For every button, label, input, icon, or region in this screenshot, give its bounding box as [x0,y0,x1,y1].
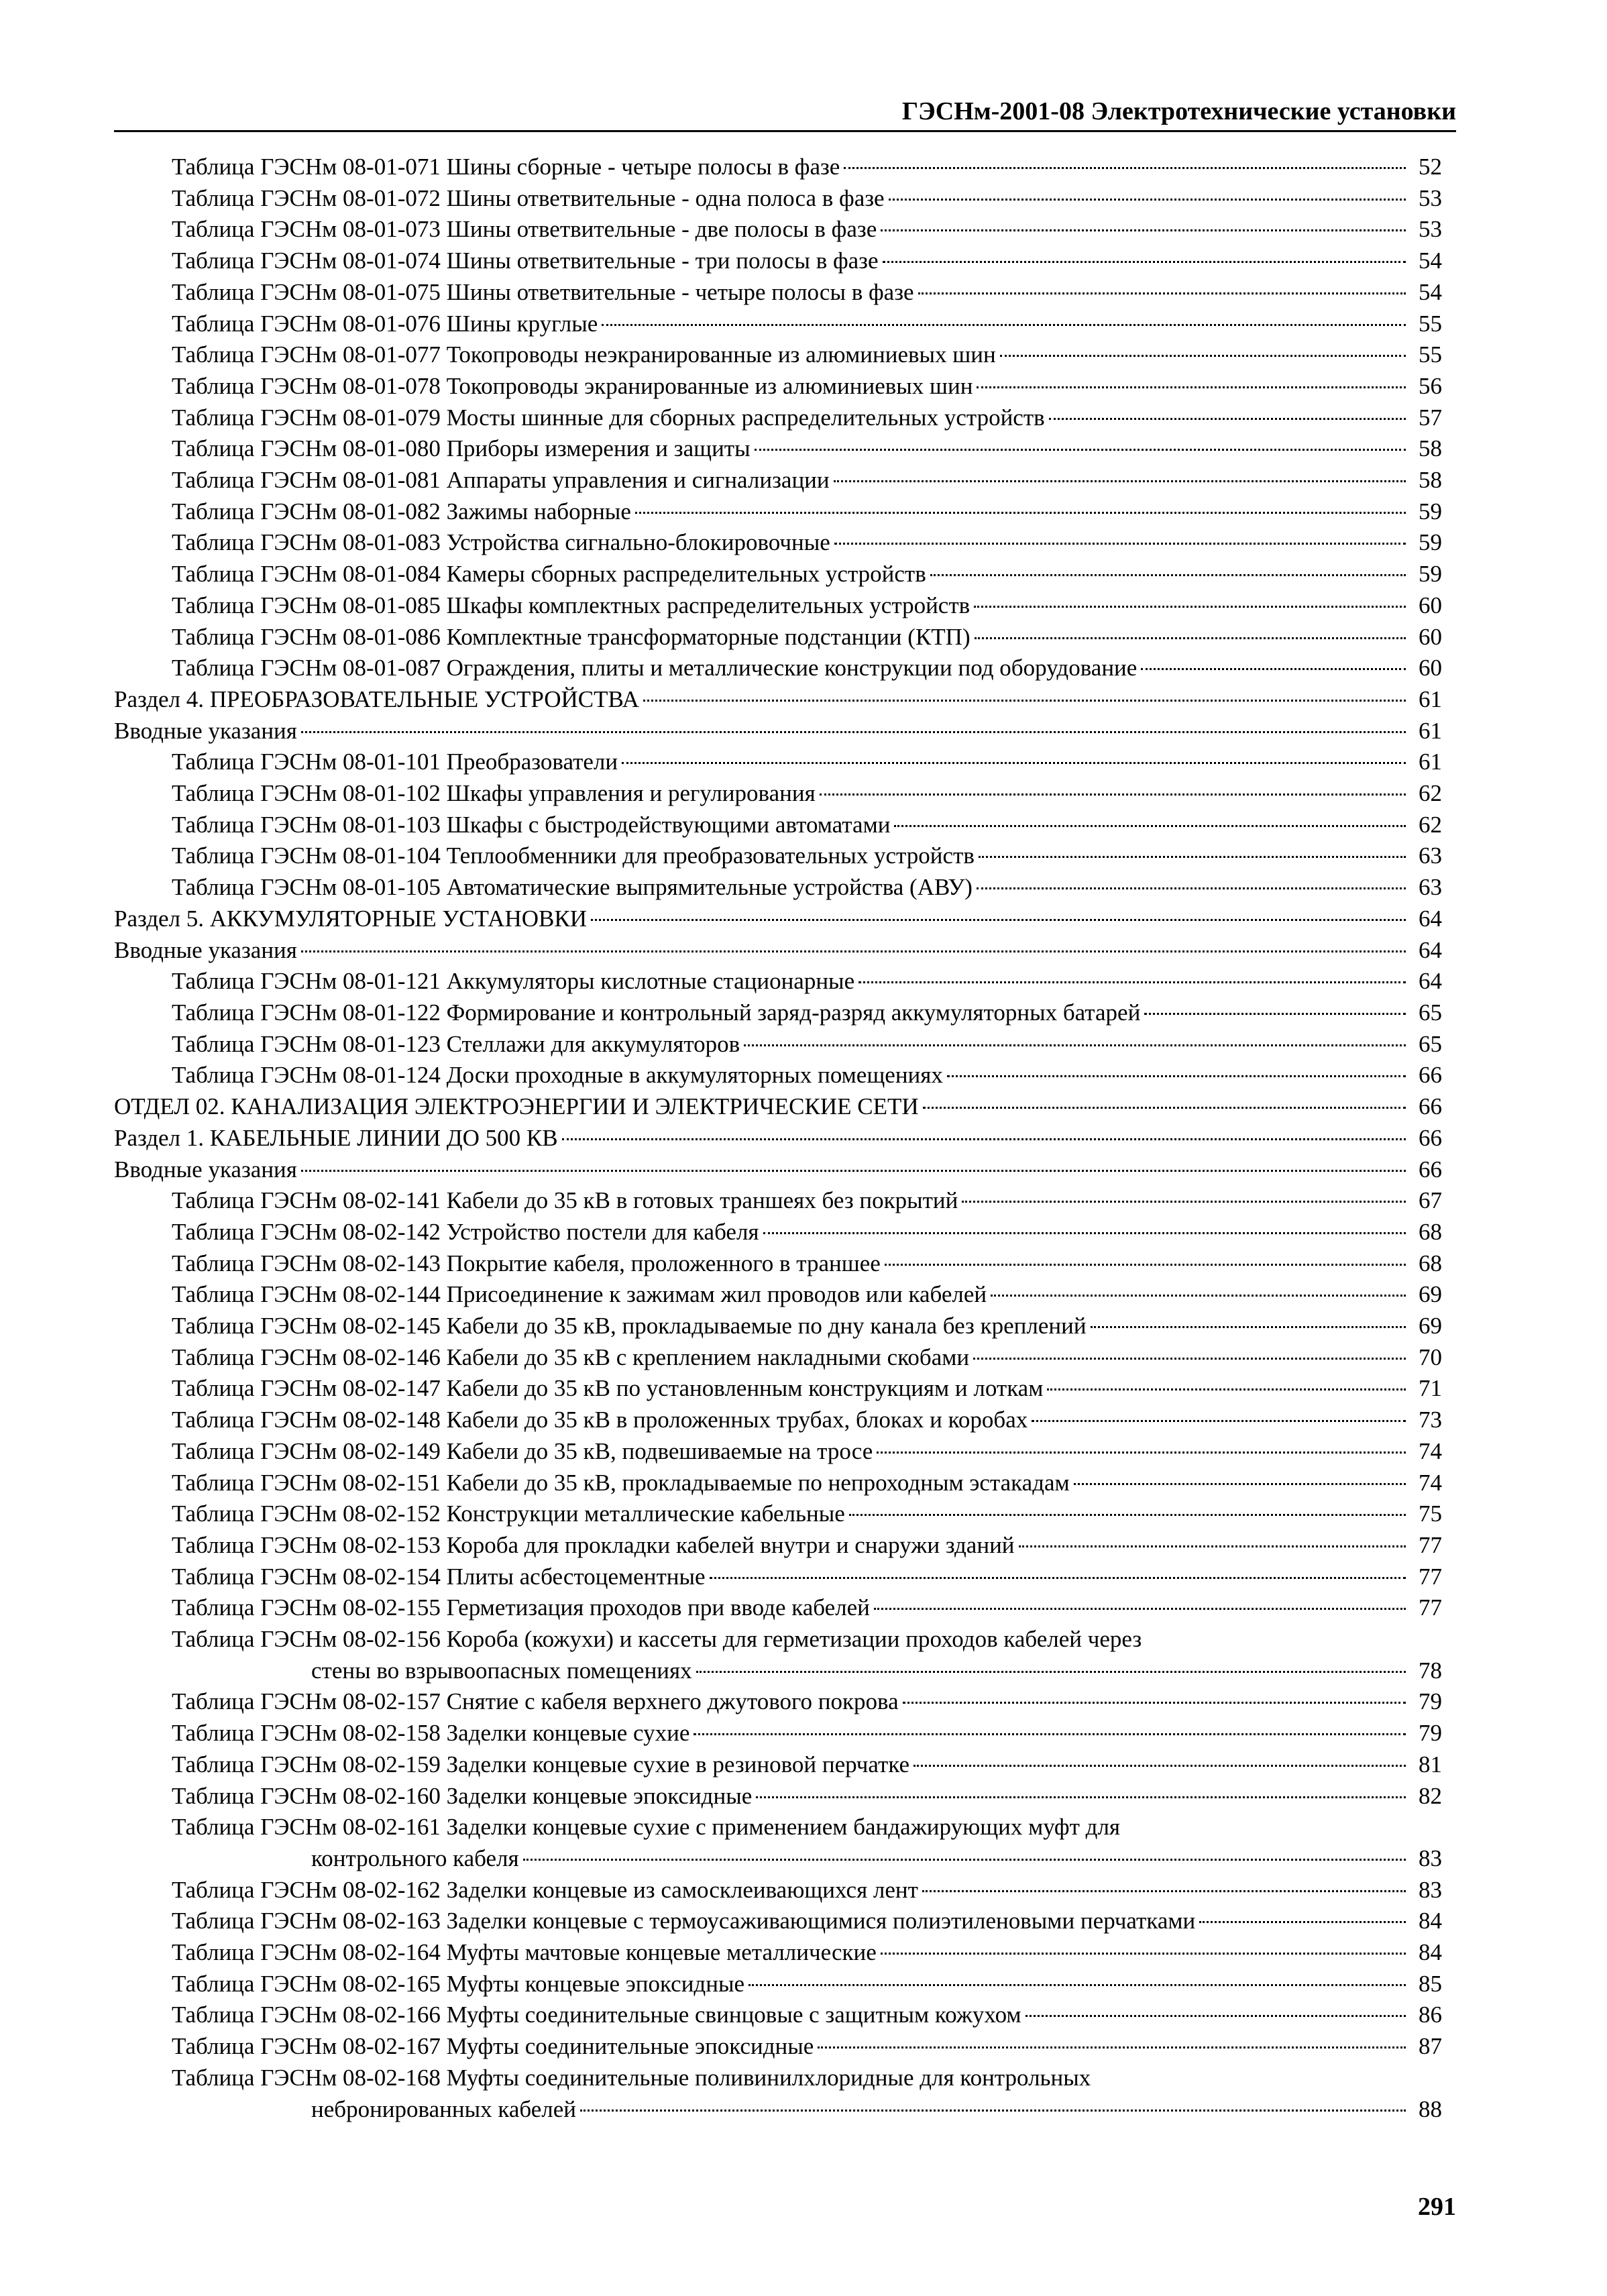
toc-entry-page: 62 [1419,811,1442,838]
toc-table-entry[interactable] [114,1248,1442,1280]
toc-entry-title: Таблица ГЭСНм 08-02-157 Снятие с кабеля верхнего джутового покрова [172,1688,899,1715]
toc-entry-title: Таблица ГЭСНм 08-02-161 Заделки концевые сухие с применением бандажирующих муфт для [172,1814,1121,1841]
dot-leader [903,1702,1406,1704]
dot-leader [591,919,1406,921]
toc-entry-title: Таблица ГЭСНм 08-01-074 Шины ответвительные - три полосы в фазе [172,248,879,274]
toc-table-entry[interactable] [114,527,1442,559]
toc-table-entry[interactable] [114,309,1442,340]
toc-table-entry[interactable] [114,1906,1442,1937]
toc-entry-page: 69 [1419,1281,1442,1308]
toc-entry-page: 66 [1419,1093,1442,1120]
toc-table-entry[interactable] [114,1279,1442,1311]
toc-entry-title: Таблица ГЭСНм 08-02-147 Кабели до 35 кВ по установленным конструкциям и лоткам [172,1375,1044,1402]
toc-entry-page: 64 [1419,905,1442,932]
toc-table-entry[interactable] [114,465,1442,496]
toc-table-entry[interactable] [114,402,1442,434]
toc-table-entry[interactable] [114,1624,1442,1686]
dot-leader [1074,1483,1406,1485]
toc-entry-title: Таблица ГЭСНм 08-02-168 Муфты соединительные поливинилхлоридные для контрольных [172,2064,1091,2091]
toc-entry-page: 69 [1419,1313,1442,1340]
toc-entry-title: Раздел 4. ПРЕОБРАЗОВАТЕЛЬНЫЕ УСТРОЙСТВА [114,686,639,712]
dot-leader [834,543,1406,545]
dot-leader [883,261,1406,263]
toc-section-entry[interactable] [114,716,1442,747]
toc-table-entry[interactable] [114,2031,1442,2063]
toc-entry-page: 55 [1419,341,1442,368]
toc-entry-title: Таблица ГЭСНм 08-01-073 Шины ответвительные - две полосы в фазе [172,216,877,243]
toc-entry-page: 84 [1419,1908,1442,1934]
toc-entry-page: 83 [1419,1845,1442,1871]
dot-leader [913,1765,1406,1767]
toc-entry-title: Таблица ГЭСНм 08-01-078 Токопроводы экранированные из алюминиевых шин [172,372,973,399]
toc-entry-page: 61 [1419,749,1442,775]
toc-entry-page: 63 [1419,842,1442,869]
toc-entry-title: Таблица ГЭСНм 08-01-086 Комплектные трансформаторные подстанции (КТП) [172,623,971,650]
toc-entry-page: 79 [1419,1688,1442,1715]
dot-leader [1144,1013,1406,1015]
toc-entry-title: Таблица ГЭСНм 08-01-087 Ограждения, плиты и металлические конструкции под оборудование [172,655,1138,681]
toc-table-entry[interactable] [114,433,1442,465]
toc-entry-page: 60 [1419,623,1442,650]
dot-leader [979,856,1406,858]
dot-leader [1141,668,1406,670]
toc-entry-title: Вводные указания [114,1156,297,1183]
toc-table-entry[interactable] [114,496,1442,528]
toc-entry-page: 66 [1419,1156,1442,1183]
toc-entry-page: 64 [1419,968,1442,995]
toc-entry-title: Таблица ГЭСНм 08-02-166 Муфты соединительные свинцовые с защитным кожухом [172,2002,1021,2028]
toc-entry-title-continued: контрольного кабеля [311,1845,519,1871]
toc-table-entry[interactable] [114,1468,1442,1499]
dot-leader [301,1170,1406,1172]
toc-entry-page: 67 [1419,1187,1442,1214]
dot-leader [301,950,1406,952]
dot-leader [922,1890,1406,1892]
toc-entry-title: Таблица ГЭСНм 08-01-071 Шины сборные - четыре полосы в фазе [172,154,840,180]
dot-leader [622,762,1406,764]
dot-leader [602,324,1406,326]
toc-table-entry[interactable] [114,1592,1442,1624]
dot-leader [635,512,1406,514]
toc-section-entry[interactable] [114,935,1442,967]
toc-table-entry[interactable] [114,872,1442,904]
dot-leader [749,1984,1406,1986]
toc-table-entry[interactable] [114,183,1442,215]
toc-entry-title: Таблица ГЭСНм 08-01-104 Теплообменники для преобразовательных устройств [172,842,975,869]
toc-entry-page: 83 [1419,1876,1442,1903]
toc-entry-title: Таблица ГЭСНм 08-02-164 Муфты мачтовые концевые металлические [172,1939,877,1966]
dot-leader [696,1671,1406,1673]
toc-entry-title: Таблица ГЭСНм 08-01-072 Шины ответвительные - одна полоса в фазе [172,184,885,211]
dot-leader [523,1859,1406,1861]
toc-entry-title: Таблица ГЭСНм 08-01-102 Шкафы управления и регулирования [172,780,816,807]
toc-table-entry[interactable] [114,1530,1442,1562]
dot-leader [881,1953,1406,1955]
toc-entry-page: 71 [1419,1375,1442,1402]
toc-entry-page: 59 [1419,561,1442,588]
dot-leader [763,1232,1406,1234]
toc-table-entry[interactable] [114,1812,1442,1874]
toc-entry-title: Вводные указания [114,717,297,744]
toc-table-entry[interactable] [114,1562,1442,1593]
running-header: ГЭСНм-2001-08 Электротехнические установки [114,95,1456,132]
toc-entry-title: Таблица ГЭСНм 08-02-148 Кабели до 35 кВ в проложенных трубах, блоках и коробах [172,1407,1028,1433]
toc-table-entry[interactable] [114,1781,1442,1812]
toc-entry-page: 85 [1419,1970,1442,1997]
toc-entry-title: Таблица ГЭСНм 08-02-152 Конструкции металлические кабельные [172,1500,845,1527]
toc-entry-page: 79 [1419,1720,1442,1747]
toc-entry-page: 53 [1419,216,1442,243]
toc-entry-page: 52 [1419,154,1442,180]
dot-leader [1032,1420,1406,1422]
toc-table-entry[interactable] [114,1342,1442,1374]
toc-entry-page: 55 [1419,310,1442,337]
toc-entry-title: Таблица ГЭСНм 08-01-079 Мосты шинные для сборных распределительных устройств [172,404,1045,431]
toc-entry-title: Таблица ГЭСНм 08-02-143 Покрытие кабеля, проложенного в траншее [172,1250,881,1276]
toc-entry-page: 77 [1419,1563,1442,1590]
dot-leader [580,2110,1406,2112]
toc-entry-page: 58 [1419,435,1442,462]
toc-entry-page: 58 [1419,467,1442,494]
toc-table-entry[interactable] [114,622,1442,653]
toc-entry-page: 53 [1419,184,1442,211]
toc-entry-page: 54 [1419,278,1442,305]
dot-leader [301,731,1406,733]
toc-entry-title: Таблица ГЭСНм 08-02-144 Присоединение к зажимам жил проводов или кабелей [172,1281,987,1308]
dot-leader [947,1075,1406,1077]
toc-entry-page: 54 [1419,248,1442,274]
toc-entry-page: 68 [1419,1250,1442,1276]
dot-leader [1047,1388,1406,1390]
page-number: 291 [1418,2193,1456,2221]
dot-leader [973,1358,1406,1360]
toc-entry-page: 66 [1419,1124,1442,1151]
toc-entry-page: 84 [1419,1939,1442,1966]
toc-entry-page: 63 [1419,874,1442,901]
toc-entry-page: 56 [1419,372,1442,399]
toc-entry-title: Таблица ГЭСНм 08-01-077 Токопроводы неэкранированные из алюминиевых шин [172,341,996,368]
toc-entry-title: Таблица ГЭСНм 08-01-080 Приборы измерения и защиты [172,435,751,462]
dot-leader [858,981,1406,983]
toc-table-entry[interactable] [114,653,1442,684]
toc-table-entry[interactable] [114,1969,1442,2000]
dot-leader [977,386,1406,388]
toc-entry-title: Таблица ГЭСНм 08-02-165 Муфты концевые эпоксидные [172,1970,745,1997]
toc-table-entry[interactable] [114,1311,1442,1342]
toc-table-entry[interactable] [114,1436,1442,1468]
toc-entry-title: Таблица ГЭСНм 08-01-105 Автоматические выпрямительные устройства (АВУ) [172,874,973,901]
toc-entry-title: Таблица ГЭСНм 08-01-081 Аппараты управления и сигнализации [172,467,830,494]
dot-leader [991,1295,1406,1297]
toc-section-entry[interactable] [114,684,1442,716]
toc-entry-page: 78 [1419,1657,1442,1684]
toc-entry-page: 74 [1419,1469,1442,1496]
toc-table-entry[interactable] [114,1373,1442,1405]
toc-entry-page: 62 [1419,780,1442,807]
toc-entry-page: 57 [1419,404,1442,431]
toc-table-entry[interactable] [114,966,1442,997]
toc-table-entry[interactable] [114,2063,1442,2125]
toc-entry-title: Раздел 1. КАБЕЛЬНЫЕ ЛИНИИ ДО 500 КВ [114,1124,558,1151]
toc-entry-title: Вводные указания [114,936,297,963]
dot-leader [930,574,1406,576]
toc-table-entry[interactable] [114,1029,1442,1060]
dot-leader [1019,1545,1406,1547]
toc-table-entry[interactable] [114,2000,1442,2031]
toc-entry-title: Таблица ГЭСНм 08-01-083 Устройства сигнально-блокировочные [172,529,830,556]
toc-table-entry[interactable] [114,1217,1442,1248]
toc-entry-title: Таблица ГЭСНм 08-01-123 Стеллажи для аккумуляторов [172,1030,740,1057]
dot-leader [977,887,1406,889]
toc-entry-title: Таблица ГЭСНм 08-02-153 Короба для прокладки кабелей внутри и снаружи зданий [172,1531,1015,1558]
toc-table-entry[interactable] [114,339,1442,371]
dot-leader [1000,355,1406,357]
toc-entry-title: ОТДЕЛ 02. КАНАЛИЗАЦИЯ ЭЛЕКТРОЭНЕРГИИ И ЭЛЕКТРИЧЕСКИЕ СЕТИ [114,1093,919,1120]
toc-entry-page: 59 [1419,529,1442,556]
dot-leader [755,449,1406,451]
toc-table-entry[interactable] [114,590,1442,622]
toc-entry-title: Таблица ГЭСНм 08-02-156 Короба (кожухи) и кассеты для герметизации проходов кабелей через [172,1626,1142,1653]
toc-table-entry[interactable] [114,1060,1442,1091]
toc-entry-title: Таблица ГЭСНм 08-02-163 Заделки концевые с термоусаживающимися полиэтиленовыми перчатками [172,1908,1196,1934]
toc-entry-title: Таблица ГЭСНм 08-01-084 Камеры сборных распределительных устройств [172,561,926,588]
toc-table-entry[interactable] [114,1749,1442,1781]
toc-entry-page: 86 [1419,2002,1442,2028]
toc-entry-title: Таблица ГЭСНм 08-02-162 Заделки концевые из самосклеивающихся лент [172,1876,918,1903]
toc-table-entry[interactable] [114,371,1442,402]
dot-leader [894,825,1406,827]
toc-entry-title: Таблица ГЭСНм 08-01-103 Шкафы с быстродействующими автоматами [172,811,891,838]
dot-leader [643,700,1406,702]
dot-leader [918,292,1406,294]
toc-entry-page: 66 [1419,1062,1442,1089]
toc-table-entry[interactable] [114,245,1442,277]
toc-section-entry[interactable] [114,1091,1442,1123]
toc-entry-page: 68 [1419,1218,1442,1245]
toc-entry-page: 75 [1419,1500,1442,1527]
toc-entry-title: Таблица ГЭСНм 08-02-160 Заделки концевые эпоксидные [172,1782,753,1809]
toc-table-entry[interactable] [114,277,1442,309]
toc-table-entry[interactable] [114,1718,1442,1749]
dot-leader [974,606,1406,608]
toc-entry-title: Таблица ГЭСНм 08-02-155 Герметизация проходов при вводе кабелей [172,1594,870,1621]
toc-section-entry[interactable] [114,1123,1442,1154]
dot-leader [923,1107,1406,1109]
toc-table-entry[interactable] [114,747,1442,778]
toc-entry-title: Таблица ГЭСНм 08-02-145 Кабели до 35 кВ, прокладываемые по дну канала без креплений [172,1313,1087,1340]
toc-entry-title: Таблица ГЭСНм 08-01-075 Шины ответвительные - четыре полосы в фазе [172,278,914,305]
dot-leader [849,1514,1406,1516]
toc-entry-page: 88 [1419,2095,1442,2122]
dot-leader [874,1608,1406,1610]
dot-leader [820,794,1406,796]
toc-table-entry[interactable] [114,152,1442,183]
table-of-contents [114,152,1442,2125]
dot-leader [877,1452,1406,1454]
toc-table-entry[interactable] [114,840,1442,872]
toc-entry-title: Таблица ГЭСНм 08-01-085 Шкафы комплектных распределительных устройств [172,592,971,618]
dot-leader [975,637,1406,639]
dot-leader [834,480,1406,482]
toc-entry-page: 59 [1419,498,1442,525]
toc-entry-page: 74 [1419,1437,1442,1464]
toc-entry-title: Таблица ГЭСНм 08-01-122 Формирование и контрольный заряд-разряд аккумуляторных батарей [172,999,1141,1026]
toc-entry-page: 82 [1419,1782,1442,1809]
toc-entry-title: Таблица ГЭСНм 08-01-121 Аккумуляторы кислотные стационарные [172,968,855,995]
toc-entry-page: 61 [1419,717,1442,744]
dot-leader [885,1264,1406,1266]
dot-leader [1091,1326,1406,1328]
toc-entry-page: 77 [1419,1531,1442,1558]
toc-table-entry[interactable] [114,214,1442,245]
dot-leader [744,1044,1406,1046]
toc-table-entry[interactable] [114,1686,1442,1718]
dot-leader [881,229,1406,231]
toc-entry-title: Таблица ГЭСНм 08-01-101 Преобразователи [172,749,618,775]
toc-entry-title: Таблица ГЭСНм 08-02-141 Кабели до 35 кВ в готовых траншеях без покрытий [172,1187,958,1214]
toc-entry-title: Раздел 5. АККУМУЛЯТОРНЫЕ УСТАНОВКИ [114,905,587,932]
toc-entry-page: 65 [1419,999,1442,1026]
dot-leader [1199,1921,1406,1923]
toc-entry-page: 73 [1419,1407,1442,1433]
toc-entry-title: Таблица ГЭСНм 08-02-154 Плиты асбестоцементные [172,1563,706,1590]
toc-entry-title: Таблица ГЭСНм 08-02-146 Кабели до 35 кВ с креплением накладными скобами [172,1344,970,1370]
toc-entry-title: Таблица ГЭСНм 08-02-149 Кабели до 35 кВ, подвешиваемые на тросе [172,1437,873,1464]
toc-entry-page: 64 [1419,936,1442,963]
toc-table-entry[interactable] [114,1937,1442,1969]
toc-entry-page: 70 [1419,1344,1442,1370]
toc-table-entry[interactable] [114,559,1442,590]
toc-table-entry[interactable] [114,997,1442,1029]
dot-leader [1049,418,1406,420]
toc-entry-page: 87 [1419,2033,1442,2060]
toc-entry-page: 65 [1419,1030,1442,1057]
toc-entry-title: Таблица ГЭСНм 08-01-124 Доски проходные в аккумуляторных помещениях [172,1062,943,1089]
dot-leader [844,167,1406,169]
dot-leader [962,1201,1406,1203]
toc-entry-page: 61 [1419,686,1442,712]
dot-leader [710,1577,1406,1579]
toc-entry-title-continued: стены во взрывоопасных помещениях [311,1657,692,1684]
toc-section-entry[interactable] [114,1154,1442,1186]
toc-table-entry[interactable] [114,1875,1442,1906]
toc-entry-title: Таблица ГЭСНм 08-02-142 Устройство постели для кабеля [172,1218,759,1245]
toc-table-entry[interactable] [114,778,1442,810]
toc-entry-page: 77 [1419,1594,1442,1621]
toc-entry-page: 60 [1419,655,1442,681]
dot-leader [562,1138,1406,1140]
toc-table-entry[interactable] [114,810,1442,841]
toc-entry-title: Таблица ГЭСНм 08-02-159 Заделки концевые сухие в резиновой перчатке [172,1751,909,1778]
toc-entry-title: Таблица ГЭСНм 08-01-082 Зажимы наборные [172,498,631,525]
toc-entry-page: 81 [1419,1751,1442,1778]
dot-leader [818,2046,1406,2048]
toc-table-entry[interactable] [114,1185,1442,1217]
toc-table-entry[interactable] [114,1405,1442,1436]
toc-entry-page: 60 [1419,592,1442,618]
dot-leader [889,199,1406,201]
dot-leader [1026,2015,1406,2017]
toc-entry-title: Таблица ГЭСНм 08-02-167 Муфты соединительные эпоксидные [172,2033,814,2060]
toc-entry-title: Таблица ГЭСНм 08-02-158 Заделки концевые сухие [172,1720,690,1747]
toc-entry-title-continued: небронированных кабелей [311,2095,576,2122]
dot-leader [756,1796,1406,1798]
toc-section-entry[interactable] [114,904,1442,935]
toc-table-entry[interactable] [114,1498,1442,1530]
toc-entry-title: Таблица ГЭСНм 08-02-151 Кабели до 35 кВ, прокладываемые по непроходным эстакадам [172,1469,1070,1496]
toc-entry-title: Таблица ГЭСНм 08-01-076 Шины круглые [172,310,598,337]
dot-leader [694,1733,1406,1735]
